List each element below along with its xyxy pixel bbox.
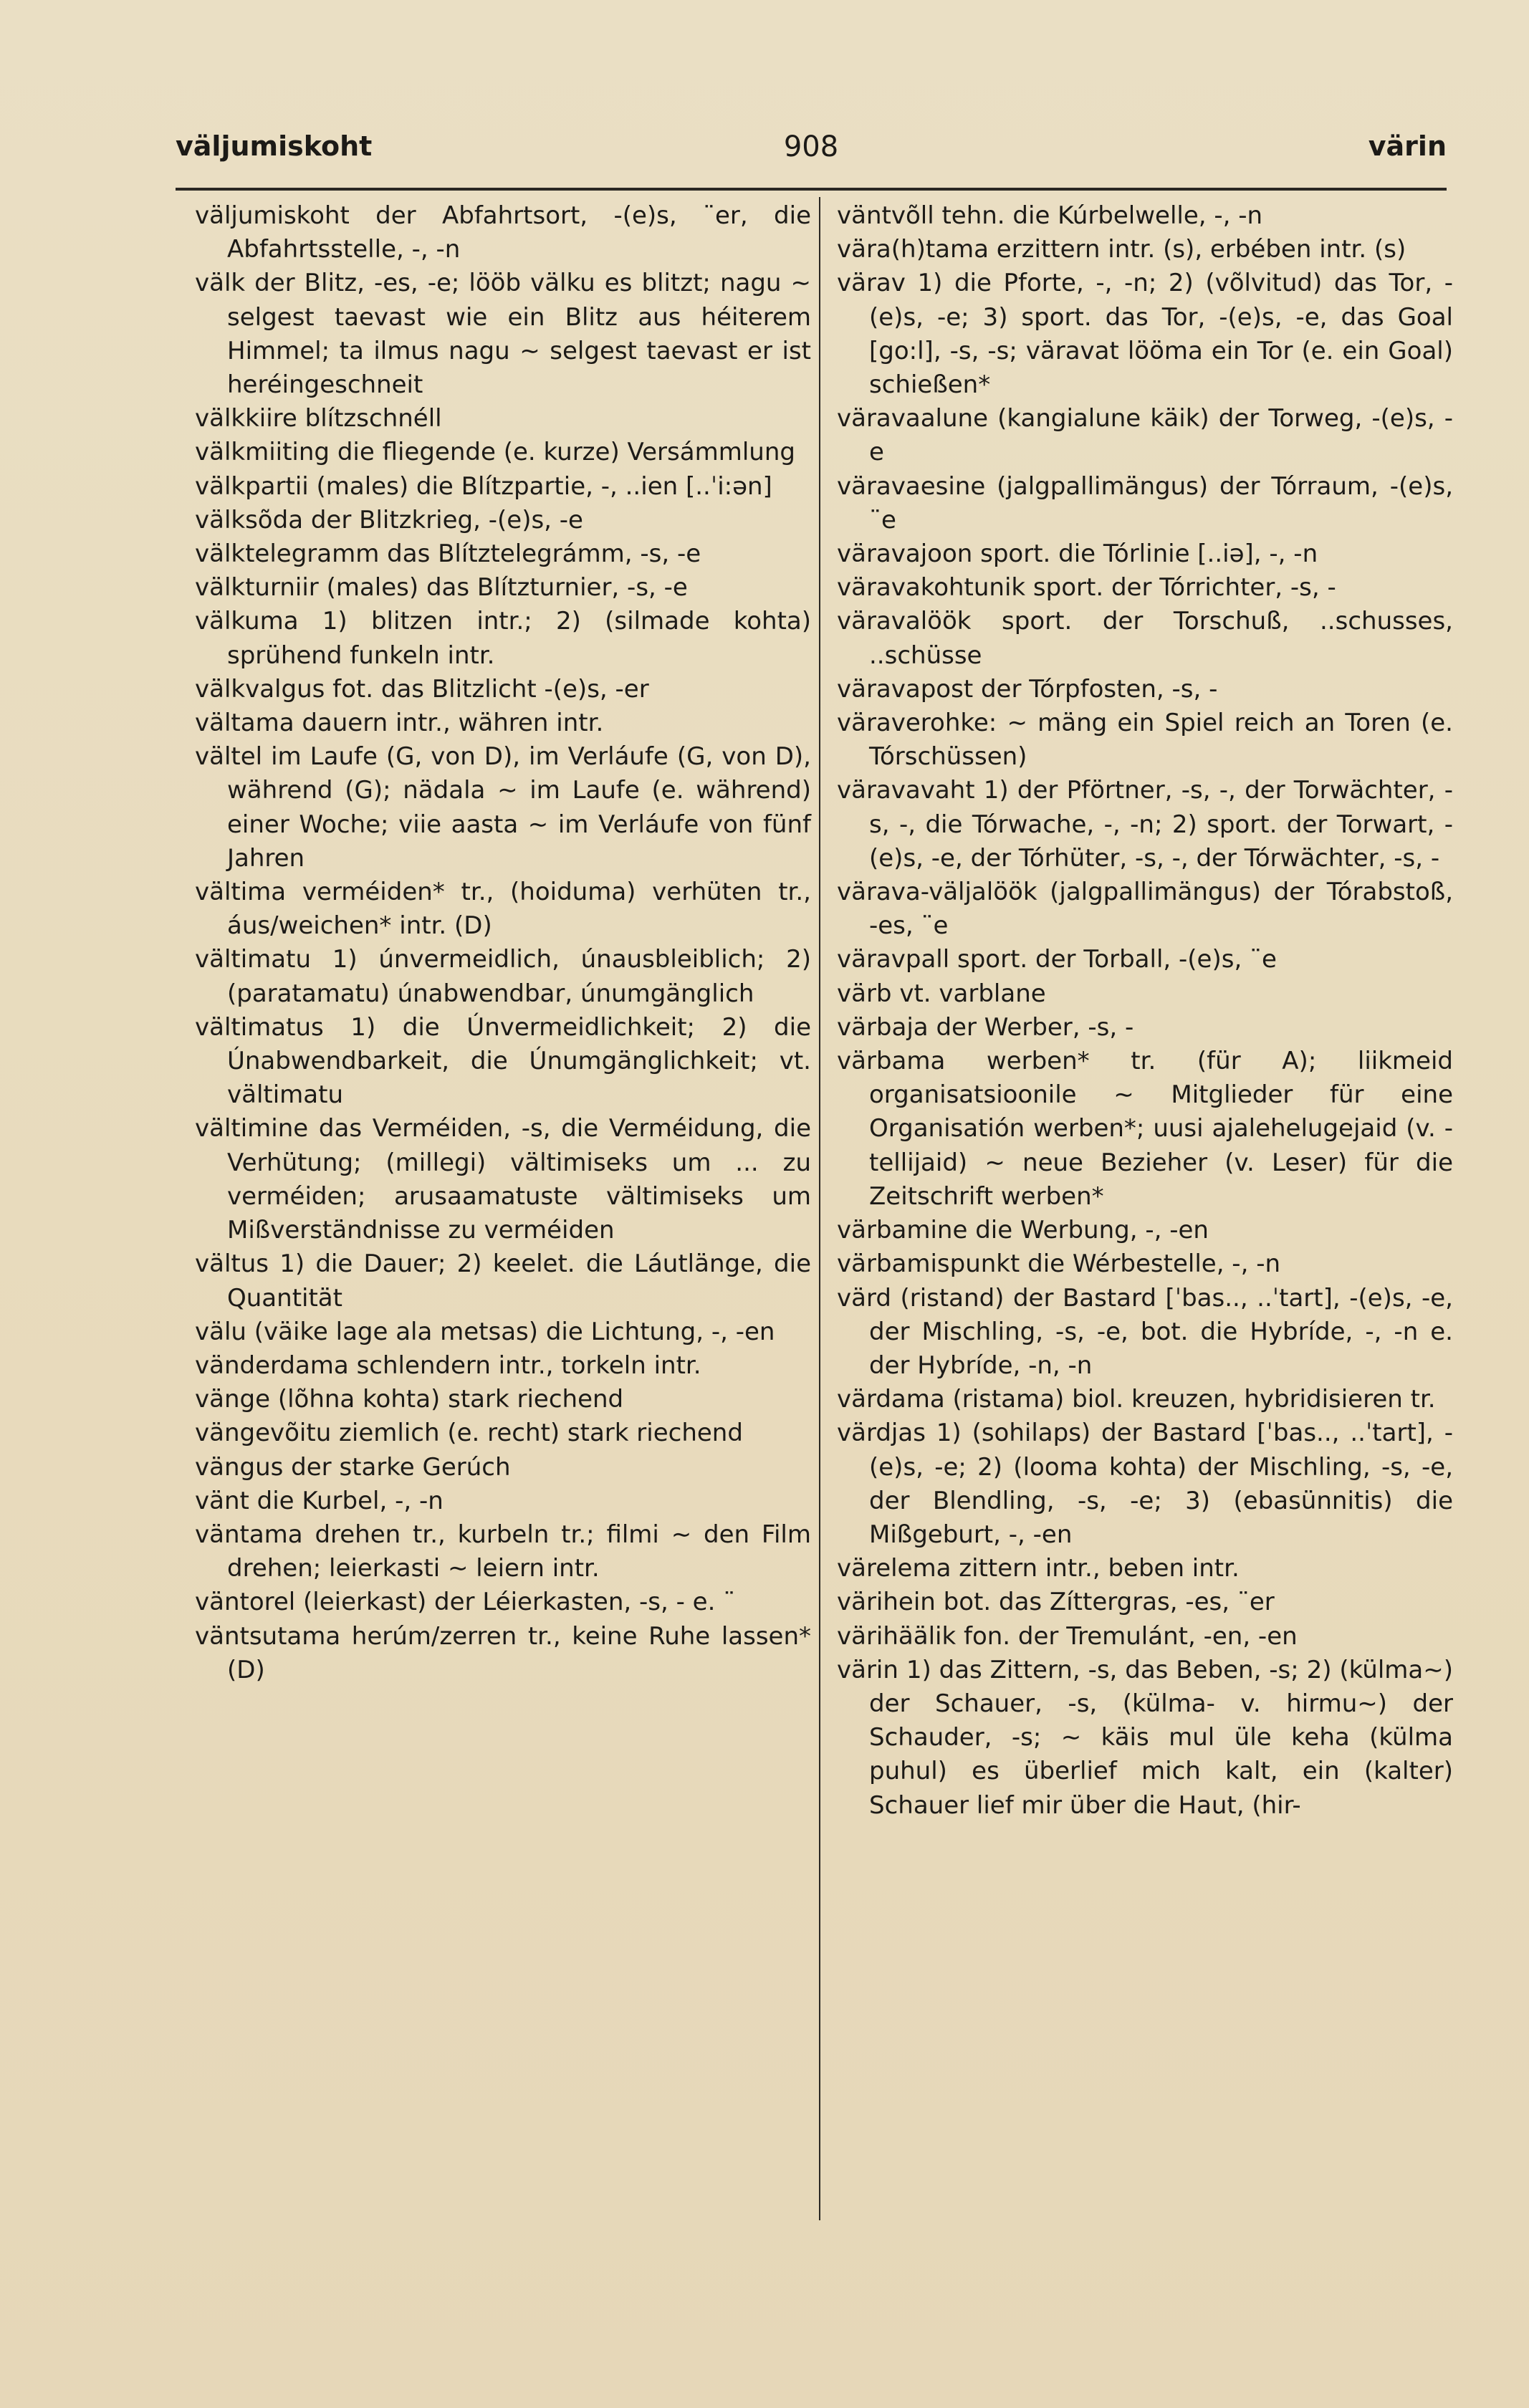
dictionary-entry: välkpartii (males) die Blítzpartie, -, ..ien [..ˈi:ən] <box>195 471 772 501</box>
dictionary-entry: väravapost der Tórpfosten, -s, - <box>837 674 1218 704</box>
dictionary-entry: värdjas 1) (sohilaps) der Bastard [ˈbas.., ..ˈtart], -(e)s, -e; 2) (looma kohta) der Mischling, -s, -e, der Blendling, -s, -e; 3) (ebasünnitis) die Mißgeburt, -, -en <box>837 1419 1453 1549</box>
dictionary-entry: vänderdama schlendern intr., torkeln intr. <box>195 1351 701 1380</box>
dictionary-entry: välkkiire blítzschnéll <box>195 404 442 433</box>
dictionary-entry: väravajoon sport. die Tórlinie [..iə], -, -n <box>837 539 1318 569</box>
dictionary-entry: välktelegramm das Blítztelegrámm, -s, -e <box>195 539 701 569</box>
dictionary-entry: värbamine die Werbung, -, -en <box>837 1216 1209 1245</box>
dictionary-entry: vängevõitu ziemlich (e. recht) stark riechend <box>195 1419 743 1448</box>
dictionary-entry: vära(h)tama erzittern intr. (s), erbében intr. (s) <box>837 235 1406 264</box>
dictionary-entry: vältimatus 1) die Únvermeidlichkeit; 2) die Únabwendbarkeit, die Únumgänglichkeit; vt. vältimatu <box>195 1012 811 1110</box>
dictionary-entry: väljumiskoht der Abfahrtsort, -(e)s, ¨er, die Abfahrtsstelle, -, -n <box>195 201 811 264</box>
column-separator <box>819 197 820 2220</box>
left-column <box>195 199 811 1687</box>
dictionary-entry: värb vt. varblane <box>837 979 1046 1008</box>
page-header <box>176 123 1447 173</box>
header-rule <box>176 188 1447 191</box>
dictionary-entry: välu (väike lage ala metsas) die Lichtung, -, -en <box>195 1317 775 1346</box>
dictionary-entry: välkturniir (males) das Blítzturnier, -s, -e <box>195 573 688 603</box>
dictionary-entry: värbama werben* tr. (für A); liikmeid organisatsioonile ∼ Mitglieder für eine Organisatión werben*; uusi ajalehelugejaid (v. -tellijaid) ∼ neue Bezieher (v. Leser) für die Zeitschrift werben* <box>837 1047 1453 1211</box>
dictionary-entry: värd (ristand) der Bastard [ˈbas.., ..ˈtart], -(e)s, -e, der Mischling, -s, -e, bot. die Hybríde, -, -n e. der Hybríde, -n, -n <box>837 1283 1453 1380</box>
dictionary-entry: vältimine das Verméiden, -s, die Verméidung, die Verhütung; (millegi) vältimiseks um ... zu verméiden; arusaamatuste vältimiseks um Mißverständnisse zu verméiden <box>195 1114 811 1245</box>
dictionary-entry: värava-väljalöök (jalgpallimängus) der Tórabstoß, -es, ¨e <box>837 878 1453 941</box>
page-number: 908 <box>783 130 839 163</box>
dictionary-entry: vältimatu 1) únvermeidlich, únausbleiblich; 2) (paratamatu) únabwendbar, únumgänglich <box>195 945 811 1008</box>
dictionary-entry: väntvõll tehn. die Kúrbelwelle, -, -n <box>837 201 1263 230</box>
dictionary-entry: värdama (ristama) biol. kreuzen, hybridisieren tr. <box>837 1385 1436 1414</box>
dictionary-entry: väntsutama herúm/zerren tr., keine Ruhe lassen* (D) <box>195 1621 811 1684</box>
dictionary-entry: vältel im Laufe (G, von D), im Verláufe (G, von D), während (G); nädala ∼ im Laufe (e. während) einer Woche; viie aasta ∼ im Verláufe von fünf Jahren <box>195 742 811 873</box>
dictionary-entry: vänt die Kurbel, -, -n <box>195 1486 444 1515</box>
dictionary-entry: väravpall sport. der Torball, -(e)s, ¨e <box>837 945 1277 974</box>
dictionary-entry: värihein bot. das Zíttergras, -es, ¨er <box>837 1588 1275 1617</box>
dictionary-entry: vänge (lõhna kohta) stark riechend <box>195 1385 624 1414</box>
dictionary-entry: vältima verméiden* tr., (hoiduma) verhüten tr., áus/weichen* intr. (D) <box>195 878 811 941</box>
dictionary-entry: väraverohke: ∼ mäng ein Spiel reich an Toren (e. Tórschüssen) <box>837 709 1453 772</box>
header-left-guideword: väljumiskoht <box>176 130 373 162</box>
dictionary-entry: väravalöök sport. der Torschuß, ..schusses, ..schüsse <box>837 607 1453 670</box>
dictionary-entry: välksõda der Blitzkrieg, -(e)s, -e <box>195 505 583 534</box>
header-right-guideword: värin <box>1368 130 1447 162</box>
dictionary-entry: vältus 1) die Dauer; 2) keelet. die Láutlänge, die Quantität <box>195 1249 811 1313</box>
dictionary-entry: väntorel (leierkast) der Léierkasten, -s, - e. ¨ <box>195 1588 736 1617</box>
dictionary-entry: vältama dauern intr., währen intr. <box>195 709 604 738</box>
dictionary-entry: värihäälik fon. der Tremulánt, -en, -en <box>837 1621 1298 1651</box>
dictionary-entry: väravakohtunik sport. der Tórrichter, -s, - <box>837 573 1336 603</box>
dictionary-entry: väravaalune (kangialune käik) der Torweg, -(e)s, -e <box>837 404 1453 467</box>
dictionary-entry: välkmiiting die fliegende (e. kurze) Versámmlung <box>195 438 795 467</box>
right-column <box>837 199 1453 1823</box>
dictionary-entry: väntama drehen tr., kurbeln tr.; filmi ∼ den Film drehen; leierkasti ∼ leiern intr. <box>195 1520 811 1583</box>
dictionary-entry: värbaja der Werber, -s, - <box>837 1012 1134 1042</box>
dictionary-entry: vängus der starke Gerúch <box>195 1452 511 1482</box>
dictionary-entry: värav 1) die Pforte, -, -n; 2) (võlvitud) das Tor, -(e)s, -e; 3) sport. das Tor, -(e)s, -e, das Goal [go:l], -s, -s; väravat lööma ein Tor (e. ein Goal) schießen* <box>837 269 1453 400</box>
dictionary-entry: väravavaht 1) der Pförtner, -s, -, der Torwächter, -s, -, die Tórwache, -, -n; 2) sport. der Torwart, -(e)s, -e, der Tórhüter, -s, -, der Tórwächter, -s, - <box>837 776 1453 873</box>
dictionary-entry: välkuma 1) blitzen intr.; 2) (silmade kohta) sprühend funkeln intr. <box>195 607 811 670</box>
dictionary-entry: väravaesine (jalgpallimängus) der Tórraum, -(e)s, ¨e <box>837 471 1453 534</box>
dictionary-entry: värbamispunkt die Wérbestelle, -, -n <box>837 1249 1281 1279</box>
dictionary-entry: välkvalgus fot. das Blitzlicht -(e)s, -er <box>195 674 649 704</box>
dictionary-entry: välk der Blitz, -es, -e; lööb välku es blitzt; nagu ∼ selgest taevast wie ein Blitz aus héiterem Himmel; ta ilmus nagu ∼ selgest taevast er ist heréingeschneit <box>195 269 811 400</box>
dictionary-entry: värin 1) das Zittern, -s, das Beben, -s; 2) (külma∼) der Schauer, -s, (külma- v. hirmu∼) der Schauder, -s; ∼ käis mul üle keha (külma puhul) es überlief mich kalt, ein (kalter) Schauer lief mir über die Haut, (hir- <box>837 1655 1453 1820</box>
dictionary-entry: värelema zittern intr., beben intr. <box>837 1554 1240 1583</box>
